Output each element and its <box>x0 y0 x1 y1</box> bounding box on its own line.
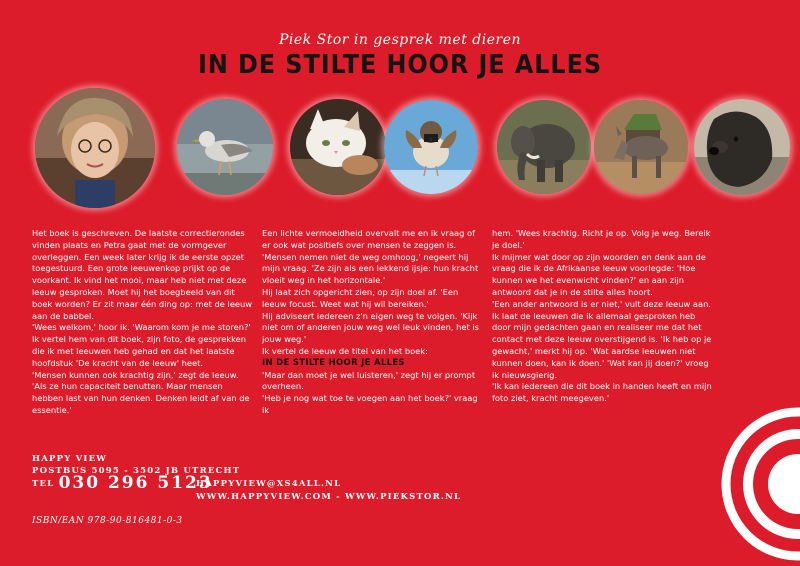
elephant-photo <box>497 100 591 194</box>
paragraph: Hij adviseert iedereen z'n eigen weg te volgen. 'Kijk niet om of anderen jouw weg wel leuk vinden, het is jouw weg.' <box>262 310 479 345</box>
sparrow-photo <box>384 100 478 194</box>
publisher-name: HAPPY VIEW <box>32 454 108 464</box>
publisher-email[interactable]: HAPPYVIEW@XS4ALL.NL <box>196 479 342 489</box>
publisher-address: POSTBUS 5095 - 3502 JB UTRECHT <box>32 466 241 476</box>
tel-number: 030 296 5123 <box>58 473 213 493</box>
inline-book-title: IN DE STILTE HOOR JE ALLES <box>262 357 405 368</box>
page-subtitle: Piek Stor in gesprek met dieren <box>278 32 521 48</box>
tel-label: TEL <box>32 479 55 489</box>
paragraph: Hij laat zich opgericht zien, op zijn doel af. 'Een leeuw focust. Weet wat hij wil bereiken.' <box>262 286 459 309</box>
publisher-web[interactable]: WWW.HAPPYVIEW.COM - WWW.PIEKSTOR.NL <box>196 492 462 502</box>
paragraph: 'Heb je nog wat toe te voegen aan het boek?' vraag ik <box>262 393 478 415</box>
text-column-2 <box>262 228 485 417</box>
seagull-photo <box>177 99 273 195</box>
happy-view-logo-icon <box>712 402 800 566</box>
isbn: ISBN/EAN 978-90-816481-0-3 <box>32 516 183 526</box>
publisher-contact <box>196 478 461 504</box>
paragraph: Ik laat de leeuwen die ik allemaal gesproken heb door mijn gedachten gaan en realiseer me dat het contact met deze leeuw overstijgend is. 'Ik heb op je gewacht,' merkt hij op. 'Wat aardse leeuwen niet kunnen doen, kan ik doen.' 'Wat kan jij doen?' vroeg ik nieuwsgierig. <box>492 310 712 380</box>
paragraph: Ik vertel de leeuw de titel van het boek: <box>262 345 428 356</box>
cat-photo <box>290 99 386 195</box>
page-title: IN DE STILTE HOOR JE ALLES <box>198 50 602 80</box>
paragraph: 'Maar dan moet je wel luisteren,' zegt hij er prompt overheen. <box>262 369 476 392</box>
paragraph: 'Een ander antwoord is er niet,' vult deze leeuw aan. <box>492 298 711 309</box>
text-column-3 <box>492 228 716 405</box>
paragraph: 'Ik kan iedereen die dit boek in handen heeft en mijn foto ziet, kracht meegeven.' <box>492 381 712 404</box>
paragraph: Het boek is geschreven. De laatste correctierondes vinden plaats en Petra gaat met de vormgever overleggen. Een week later krijg ik de eerste opzet toegestuurd. Een grote leeuwenkop prijkt op de voorkant. Ik vind het mooi, maar heb niet met deze leeuw gesproken. Moet hij het boegbeeld van dit boek worden? Er zit maar één ding op: met de leeuw aan de babbel. <box>32 228 253 321</box>
dog-photo <box>694 99 790 195</box>
paragraph: 'Wees welkom,' hoor ik. 'Waarom kom je me storen?' <box>32 322 251 333</box>
paragraph: hem. 'Wees krachtig. Richt je op. Volg je weg. Bereik je doel.' <box>492 228 711 250</box>
donkey-photo <box>594 100 688 194</box>
paragraph: Ik mijmer wat door op zijn woorden en denk aan de vraag die ik de Afrikaanse leeuw voorlegde: 'Hoe kunnen we het evenwicht vinden?' en aan zijn antwoord dat je in de stilte alles hoort. <box>492 251 706 297</box>
paragraph: Een lichte vermoeidheid overvalt me en ik vraag of er ook wat positiefs over mensen te zeggen is. 'Mensen nemen niet de weg omhoog,' negeert hij mijn vraag. 'Ze zijn als een lekkend ijsje: hun kracht vloeit weg in het horizontale.' <box>262 228 479 286</box>
photo-strip <box>0 88 800 198</box>
text-column-1 <box>32 228 254 417</box>
paragraph: Ik vertel hem van dit boek, zijn foto, de gesprekken die ik met leeuwen heb gehad en dat het laatste hoofdstuk 'De kracht van de leeuw' heet. <box>32 334 247 368</box>
paragraph: 'Mensen kunnen ook krachtig zijn,' zegt de leeuw. 'Als ze hun capaciteit benutten. Maar mensen hebben last van hun denken. Denken leidt af van de essentie.' <box>32 369 250 415</box>
portrait-woman-photo <box>35 88 155 208</box>
